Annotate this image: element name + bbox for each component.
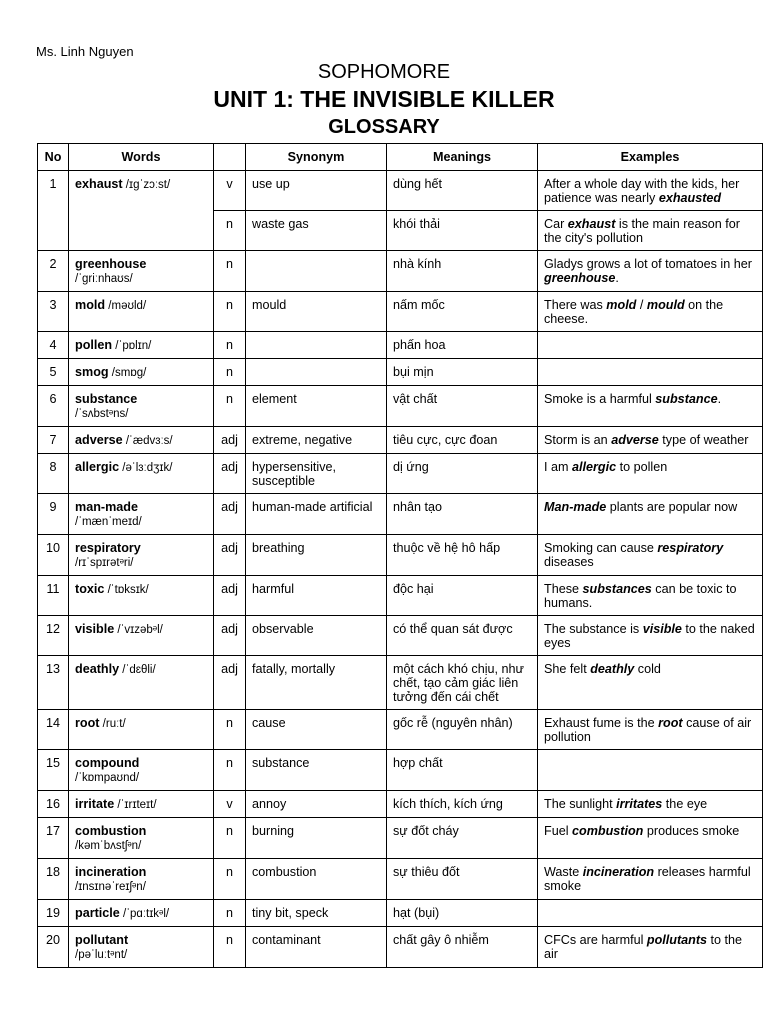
cell-meaning: phấn hoa [387,332,538,359]
example-text: can be toxic to humans. [544,582,737,610]
cell-part-of-speech: n [214,750,246,791]
word-headword: combustion [75,824,147,838]
word-headword: greenhouse [75,257,147,271]
cell-example [538,292,763,332]
col-header-pos [214,144,246,171]
word-headword: substance [75,392,138,406]
cell-word [69,251,214,292]
example-text: Waste [544,865,583,879]
example-text: Car [544,217,568,231]
example-text: plants are popular now [606,500,738,514]
word-pronunciation: /ˈkɒmpaʊnd/ [75,772,140,784]
example-keyword: substances [582,582,652,596]
glossary-body [38,171,763,968]
example-keyword: respiratory [657,541,724,555]
word-headword: toxic [75,582,105,596]
cell-part-of-speech: n [214,859,246,900]
example-text: After a whole day with the kids, her patience was nearly [544,177,740,205]
example-keyword: combustion [572,824,644,838]
word-pronunciation: /pəˈluːtᵊnt/ [75,949,128,961]
word-pronunciation: /ruːt/ [99,718,126,730]
table-row [38,386,763,427]
cell-meaning: có thể quan sát được [387,616,538,656]
cell-word [69,386,214,427]
example-keyword: pollutants [646,933,708,947]
cell-synonym: hypersensitive, susceptible [246,454,387,494]
example-text: . [615,271,619,285]
cell-no: 10 [38,535,69,576]
example-text: These [544,582,583,596]
cell-word [69,171,214,251]
word-pronunciation: /ˈɡriːnhaʊs/ [75,273,133,285]
cell-word [69,710,214,750]
example-text: to the air [544,933,743,961]
example-keyword: mould [646,298,685,312]
cell-example [538,535,763,576]
cell-part-of-speech: n [214,927,246,968]
example-text: The substance is [544,622,643,636]
example-text: The sunlight [544,797,617,811]
cell-meaning: tiêu cực, cực đoan [387,427,538,454]
cell-synonym: substance [246,750,387,791]
table-row [38,454,763,494]
glossary-table [37,143,763,968]
example-keyword: substance [655,392,718,406]
cell-meaning: sự đốt cháy [387,818,538,859]
cell-no: 6 [38,386,69,427]
example-text: Smoke is a harmful [544,392,656,406]
cell-meaning: vật chất [387,386,538,427]
word-pronunciation: /rɪˈspɪrətᵊri/ [75,557,134,569]
cell-meaning: hạt (bụi) [387,900,538,927]
table-row [38,927,763,968]
example-text: There was [544,298,607,312]
col-header-synonym: Synonym [246,144,387,171]
cell-example [538,927,763,968]
example-text: releases harmful smoke [544,865,751,893]
grade-heading: SOPHOMORE [317,61,451,83]
example-text: diseases [544,555,594,569]
word-pronunciation: /ˈmænˈmeɪd/ [75,516,142,528]
cell-meaning: khói thải [387,211,538,251]
cell-part-of-speech: n [214,292,246,332]
word-headword: particle [75,906,120,920]
table-row [38,656,763,710]
cell-word [69,927,214,968]
col-header-no: No [38,144,69,171]
table-row [38,859,763,900]
cell-part-of-speech: n [214,211,246,251]
cell-no: 1 [38,171,69,251]
cell-part-of-speech: adj [214,656,246,710]
table-row [38,750,763,791]
table-row [38,427,763,454]
word-headword: deathly [75,662,120,676]
table-row [38,292,763,332]
word-pronunciation: /ˈvɪzəbᵊl/ [114,624,163,636]
cell-synonym: cause [246,710,387,750]
cell-no: 3 [38,292,69,332]
cell-word [69,292,214,332]
cell-no: 13 [38,656,69,710]
table-row [38,576,763,616]
cell-no: 12 [38,616,69,656]
cell-word [69,656,214,710]
cell-part-of-speech: n [214,900,246,927]
cell-no: 14 [38,710,69,750]
word-headword: compound [75,756,140,770]
cell-example [538,454,763,494]
col-header-words: Words [69,144,214,171]
example-keyword: Man-made [544,500,607,514]
cell-part-of-speech: adj [214,535,246,576]
cell-meaning: nấm mốc [387,292,538,332]
cell-part-of-speech: n [214,710,246,750]
example-text: is the main reason for the city's pollution [544,217,741,245]
example-text: Gladys grows a lot of tomatoes in her [544,257,752,271]
cell-word [69,535,214,576]
word-headword: mold [75,298,106,312]
table-row [38,251,763,292]
cell-synonym: element [246,386,387,427]
cell-example [538,818,763,859]
cell-part-of-speech: v [214,171,246,211]
example-keyword: deathly [590,662,635,676]
example-keyword: root [658,716,683,730]
cell-example [538,171,763,211]
col-header-examples: Examples [538,144,763,171]
cell-synonym [246,251,387,292]
word-pronunciation: /smɒɡ/ [108,367,147,379]
word-headword: man-made [75,500,138,514]
word-pronunciation: /ˈtɒksɪk/ [104,584,149,596]
cell-word [69,859,214,900]
cell-no: 19 [38,900,69,927]
cell-word [69,454,214,494]
word-pronunciation: /ɪɡˈzɔːst/ [122,179,171,191]
word-headword: pollen [75,338,113,352]
word-headword: adverse [75,433,123,447]
cell-word [69,427,214,454]
cell-word [69,750,214,791]
cell-word [69,818,214,859]
cell-no: 16 [38,791,69,818]
example-text: CFCs are harmful [544,933,647,947]
table-row [38,710,763,750]
cell-word [69,332,214,359]
cell-no: 5 [38,359,69,386]
cell-no: 2 [38,251,69,292]
example-text: Exhaust fume is the [544,716,659,730]
cell-word [69,359,214,386]
cell-no: 18 [38,859,69,900]
cell-synonym: extreme, negative [246,427,387,454]
cell-no: 7 [38,427,69,454]
table-row [38,359,763,386]
cell-meaning: nhà kính [387,251,538,292]
unit-title: UNIT 1: THE INVISIBLE KILLER [213,86,555,112]
cell-example [538,427,763,454]
cell-word [69,791,214,818]
word-headword: respiratory [75,541,141,555]
example-text: cause of air pollution [544,716,752,744]
cell-synonym: tiny bit, speck [246,900,387,927]
cell-synonym: waste gas [246,211,387,251]
example-text: / [636,298,647,312]
example-keyword: adverse [611,433,659,447]
cell-example [538,710,763,750]
example-text: Smoking can cause [544,541,658,555]
cell-synonym: observable [246,616,387,656]
example-text: Storm is an [544,433,612,447]
example-text: produces smoke [643,824,740,838]
cell-part-of-speech: adj [214,454,246,494]
cell-example [538,616,763,656]
cell-synonym [246,332,387,359]
word-headword: visible [75,622,115,636]
cell-example [538,386,763,427]
cell-part-of-speech: n [214,386,246,427]
cell-example [538,750,763,791]
example-text: Fuel [544,824,572,838]
cell-example [538,359,763,386]
word-pronunciation: /ˈdɛθli/ [119,664,156,676]
word-pronunciation: /ˈædvɜːs/ [122,435,173,447]
table-row [38,616,763,656]
cell-example [538,251,763,292]
cell-synonym: harmful [246,576,387,616]
cell-part-of-speech: adj [214,576,246,616]
example-keyword: allergic [572,460,617,474]
cell-meaning: gốc rễ (nguyên nhân) [387,710,538,750]
cell-example [538,576,763,616]
cell-meaning: sự thiêu đốt [387,859,538,900]
cell-example [538,656,763,710]
word-headword: incineration [75,865,147,879]
cell-example [538,900,763,927]
cell-no: 11 [38,576,69,616]
cell-synonym: contaminant [246,927,387,968]
table-row [38,494,763,535]
cell-synonym: burning [246,818,387,859]
table-row [38,535,763,576]
cell-meaning: dùng hết [387,171,538,211]
example-text: cold [634,662,661,676]
cell-meaning: nhân tạo [387,494,538,535]
example-text: . [717,392,722,406]
cell-part-of-speech: v [214,791,246,818]
cell-no: 8 [38,454,69,494]
example-keyword: incineration [582,865,655,879]
cell-synonym: combustion [246,859,387,900]
example-keyword: exhausted [658,191,722,205]
example-keyword: greenhouse [544,271,616,285]
cell-no: 20 [38,927,69,968]
cell-word [69,900,214,927]
word-pronunciation: /ɪnsɪnəˈreɪʃᵊn/ [75,881,146,893]
table-row [38,332,763,359]
word-headword: root [75,716,100,730]
word-pronunciation: /ˈsʌbstᵊns/ [75,408,129,420]
cell-part-of-speech: adj [214,494,246,535]
col-header-meanings: Meanings [387,144,538,171]
example-text: to pollen [616,460,668,474]
table-header-row [38,144,763,171]
cell-example [538,494,763,535]
table-row [38,818,763,859]
word-pronunciation: /ˈpɑːtɪkᵊl/ [119,908,170,920]
cell-example [538,859,763,900]
cell-example [538,211,763,251]
cell-meaning: hợp chất [387,750,538,791]
example-keyword: exhaust [567,217,616,231]
cell-meaning: thuộc về hệ hô hấp [387,535,538,576]
cell-synonym: breathing [246,535,387,576]
word-headword: allergic [75,460,120,474]
author-name: Ms. Linh Nguyen [36,44,134,59]
cell-meaning: độc hại [387,576,538,616]
cell-synonym: use up [246,171,387,211]
cell-word [69,616,214,656]
cell-part-of-speech: adj [214,427,246,454]
word-pronunciation: /ˈpɒlɪn/ [112,340,152,352]
example-keyword: irritates [616,797,663,811]
word-headword: smog [75,365,109,379]
cell-part-of-speech: adj [214,616,246,656]
example-text: to the naked eyes [544,622,755,650]
cell-meaning: một cách khó chịu, như chết, tạo cảm giác liên tưởng đến cái chết [387,656,538,710]
cell-no: 9 [38,494,69,535]
cell-word [69,494,214,535]
word-pronunciation: /əˈlɜːdʒɪk/ [119,462,173,474]
example-text: I am [544,460,572,474]
cell-meaning: dị ứng [387,454,538,494]
cell-meaning: bụi mịn [387,359,538,386]
cell-synonym: annoy [246,791,387,818]
word-headword: exhaust [75,177,123,191]
cell-no: 15 [38,750,69,791]
cell-no: 17 [38,818,69,859]
table-row [38,791,763,818]
cell-example [538,791,763,818]
word-headword: irritate [75,797,115,811]
cell-word [69,576,214,616]
word-headword: pollutant [75,933,129,947]
cell-synonym: mould [246,292,387,332]
cell-meaning: kích thích, kích ứng [387,791,538,818]
example-text: on the cheese. [544,298,724,326]
word-pronunciation: /ˈɪrɪteɪt/ [114,799,157,811]
glossary-title: GLOSSARY [328,116,440,138]
example-text: the eye [662,797,708,811]
cell-no: 4 [38,332,69,359]
example-text: She felt [544,662,591,676]
cell-synonym: fatally, mortally [246,656,387,710]
table-row [38,900,763,927]
cell-synonym: human-made artificial [246,494,387,535]
cell-part-of-speech: n [214,818,246,859]
example-text: type of weather [658,433,749,447]
word-pronunciation: /məʊld/ [105,300,147,312]
cell-meaning: chất gây ô nhiễm [387,927,538,968]
example-keyword: mold [606,298,637,312]
cell-part-of-speech: n [214,332,246,359]
word-pronunciation: /kəmˈbʌstʃᵊn/ [75,840,142,852]
table-row [38,171,763,211]
example-keyword: visible [642,622,682,636]
cell-synonym [246,359,387,386]
cell-part-of-speech: n [214,359,246,386]
cell-example [538,332,763,359]
cell-part-of-speech: n [214,251,246,292]
